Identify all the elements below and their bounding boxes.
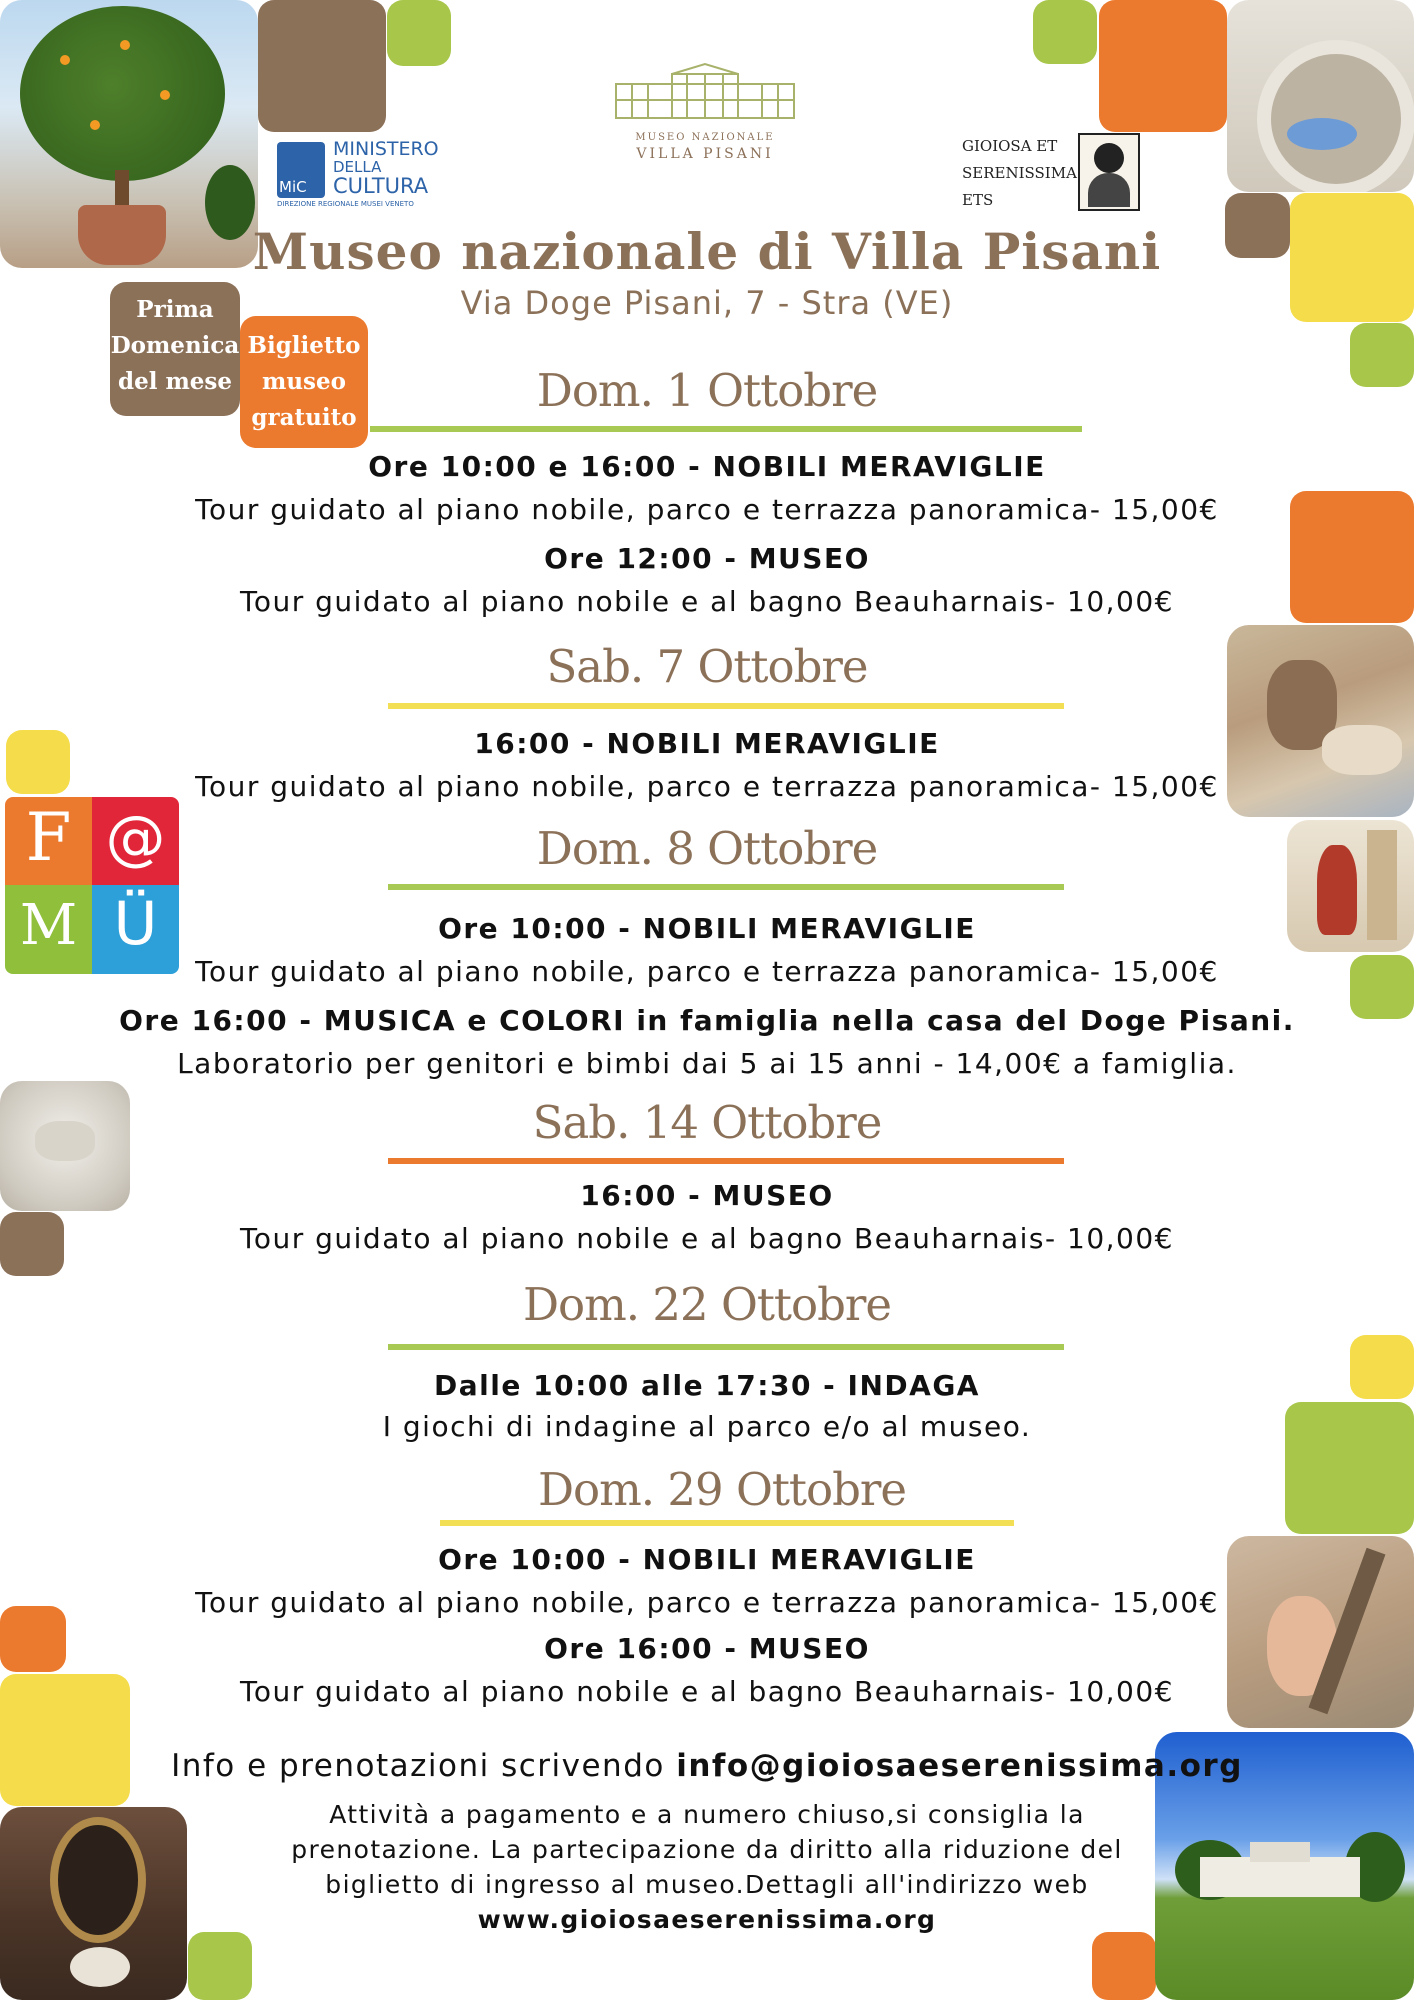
event-time: Ore 10:00 - NOBILI MERAVIGLIE (438, 1543, 976, 1576)
event-description: Tour guidato al piano nobile e al bagno Beauharnais- 10,00€ (240, 1222, 1174, 1255)
booking-info-label: Info e prenotazioni scrivendo (171, 1748, 677, 1784)
event-date-oct-7: Sab. 7 Ottobre (546, 640, 868, 693)
divider-line (388, 1158, 1064, 1164)
ministry-logo (275, 140, 455, 210)
event-description: Laboratorio per genitori e bimbi dai 5 ai 15 anni - 14,00€ a famiglia. (177, 1047, 1237, 1080)
decor-tile-green (387, 0, 451, 66)
first-sunday-badge: Prima Domenica del mese (110, 282, 240, 416)
event-description: Tour guidato al piano nobile e al bagno Beauharnais- 10,00€ (240, 1675, 1174, 1708)
event-date-oct-29: Dom. 29 Ottobre (537, 1463, 907, 1516)
contact-email[interactable]: info@gioiosaeserenissima.org (676, 1748, 1243, 1784)
decor-tile-orange (1099, 0, 1227, 132)
event-time: 16:00 - MUSEO (580, 1179, 834, 1212)
divider-line (388, 1344, 1064, 1350)
ministry-name: MINISTERO DELLA CULTURA (333, 138, 439, 198)
address: Via Doge Pisani, 7 - Stra (VE) (460, 284, 954, 322)
fmu-letter-m: M (19, 893, 78, 958)
fmu-letter-u: Ü (113, 889, 158, 959)
event-time: Ore 16:00 - MUSICA e COLORI in famiglia nella casa del Doge Pisani. (119, 1004, 1295, 1037)
ceiling-architecture-photo (1227, 0, 1414, 192)
association-name: GIOIOSA ET SERENISSIMA ETS (962, 137, 1077, 209)
divider-line (440, 1520, 1014, 1526)
decor-tile-orange (1092, 1932, 1156, 2000)
fmu-yarn-icon: @ (105, 803, 166, 873)
divider-line (388, 703, 1064, 709)
event-time: Dalle 10:00 alle 17:30 - INDAGA (434, 1369, 980, 1402)
event-description: Tour guidato al piano nobile, parco e terrazza panoramica- 15,00€ (195, 493, 1219, 526)
event-date-oct-14: Sab. 14 Ottobre (532, 1096, 882, 1149)
event-description: I giochi di indagine al parco e/o al museo. (382, 1410, 1032, 1443)
decor-tile-green (188, 1932, 252, 2000)
event-description: Tour guidato al piano nobile, parco e terrazza panoramica- 15,00€ (195, 955, 1219, 988)
ministry-mark: MiC (277, 142, 325, 198)
event-time: 16:00 - NOBILI MERAVIGLIE (474, 727, 940, 760)
event-date-oct-22: Dom. 22 Ottobre (522, 1278, 892, 1331)
villa-pisani-logo (612, 62, 798, 167)
decor-tile-brown (258, 0, 386, 132)
divider-line (370, 426, 1082, 432)
booking-info (0, 1748, 1414, 1784)
free-ticket-badge: Biglietto museo gratuito (240, 316, 368, 448)
event-date-oct-8: Dom. 8 Ottobre (536, 822, 878, 875)
page-title: Museo nazionale di Villa Pisani (252, 222, 1162, 281)
association-logo (1078, 133, 1140, 211)
museum-logo-line2: VILLA PISANI (636, 146, 774, 162)
ministry-subtitle: DIREZIONE REGIONALE MUSEI VENETO (277, 200, 414, 208)
divider-line (388, 884, 1064, 890)
event-time: Ore 10:00 e 16:00 - NOBILI MERAVIGLIE (368, 450, 1046, 483)
museum-logo-line1: MUSEO NAZIONALE (635, 132, 775, 143)
event-date-oct-1: Dom. 1 Ottobre (536, 364, 878, 417)
event-time: Ore 16:00 - MUSEO (544, 1632, 870, 1665)
fmu-letter-f: F (25, 799, 72, 876)
website-link[interactable]: www.gioiosaeserenissima.org (477, 1905, 937, 1934)
event-description: Tour guidato al piano nobile, parco e terrazza panoramica- 15,00€ (195, 770, 1219, 803)
event-time: Ore 12:00 - MUSEO (544, 542, 870, 575)
decor-tile-green (1033, 0, 1097, 64)
event-description: Tour guidato al piano nobile, parco e terrazza panoramica- 15,00€ (195, 1586, 1219, 1619)
footer-note: Attività a pagamento e a numero chiuso,si consiglia la prenotazione. La partecipazione da diritto alla riduzione del biglietto di ingresso al museo.Dettagli all'indirizzo web www.gioiosaeserenissima.org (0, 1797, 1414, 1937)
event-description: Tour guidato al piano nobile e al bagno Beauharnais- 10,00€ (240, 585, 1174, 618)
event-time: Ore 10:00 - NOBILI MERAVIGLIE (438, 912, 976, 945)
villa-facade-icon (612, 62, 798, 122)
